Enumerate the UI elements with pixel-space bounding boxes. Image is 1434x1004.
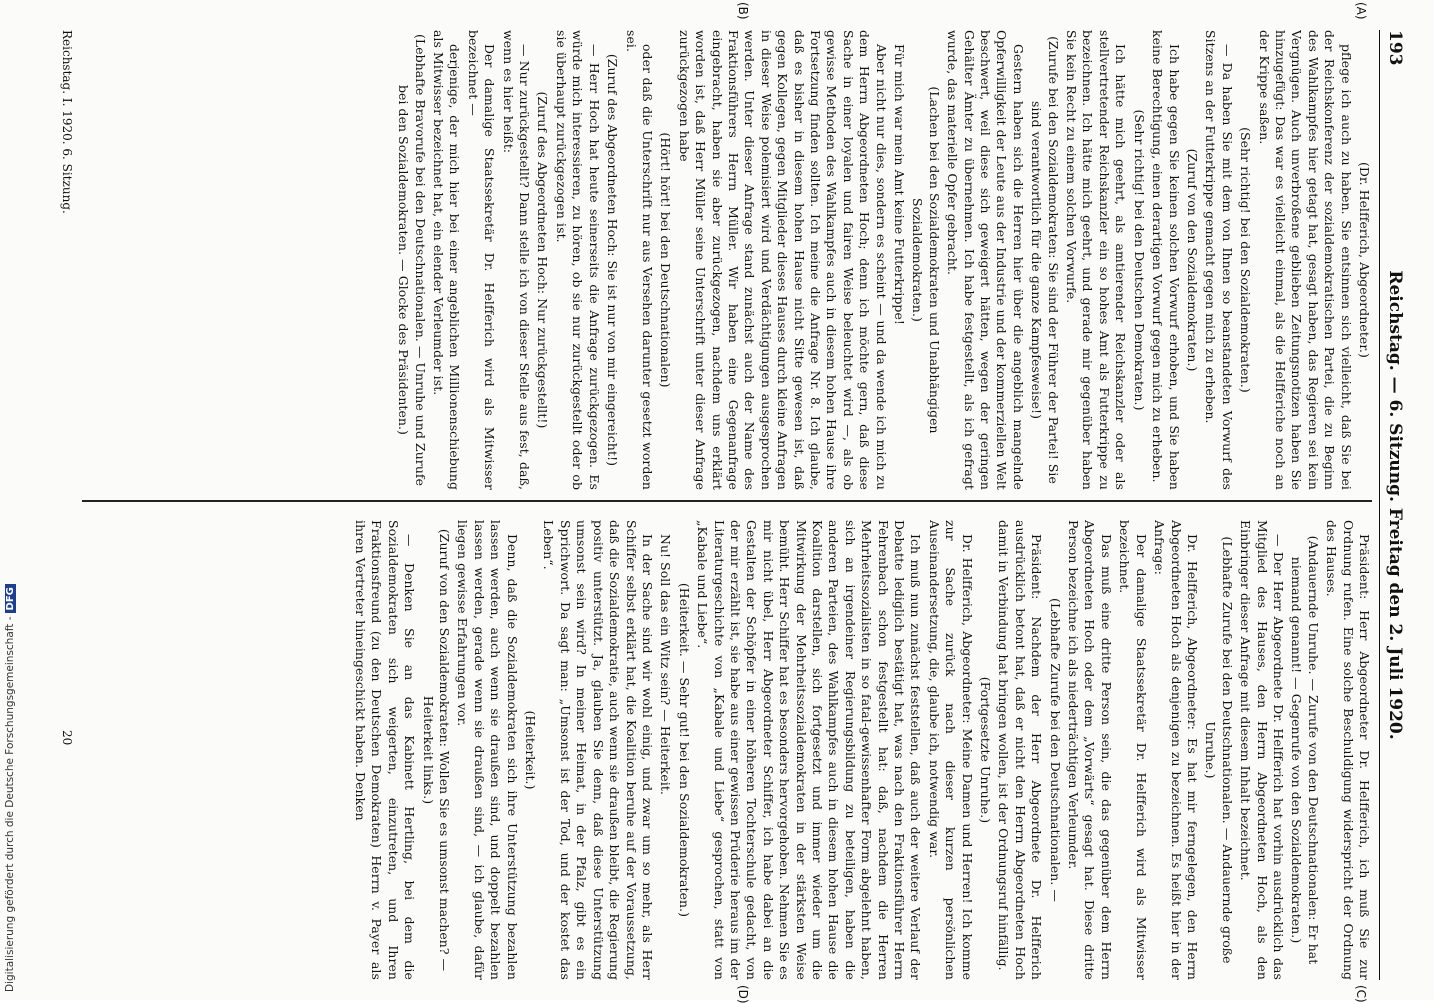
dfg-logo: DFG <box>5 584 16 613</box>
right-column-paragraph: Der damalige Staatssekretär Dr. Helfferich wird als Mitwisser bezeichnet. <box>1117 520 1149 980</box>
right-column-paragraph: (Heiterkeit.) <box>523 710 539 790</box>
margin-mark-a: (A) <box>1354 2 1368 20</box>
left-column-paragraph: — Nur zurückgestellt? Dann stelle ich von dieser Stelle aus fest, daß, wenn es hier heißt: <box>500 30 533 490</box>
left-column-paragraph: Aber nicht nur dies, sondern es scheint — und da wende ich mich zu dem Herrn Abgeordneten Hoch; denn ich möchte gern, daß diese Sache in einer loyalen und fairen Weise beleuchtet wird —, als ob gewisse Methoden des Wahlkampfes auch in diesem hohen Hause ihre Fortsetzung finden sollten. Ich meine die Anfrage Nr. 8. Ich glaube, daß es bisher in diesem hohen Hause nicht Sitte gewesen ist, daß gegen Kollegen, gegen Mitglieder dieses Hauses durch kleine Anfragen in dieser Weise polemisiert wird und Verdächtigungen ausgesprochen werden. Unter dieser Anfrage stand zunächst auch der Name des Fraktionsführers Herrn Müller. Wir haben eine Gegenanfrage eingebracht, haben sie aber zurückgezogen, nachdem uns erklärt worden ist, daß Herr Müller seine Unterschrift unter dieser Anfrage zurückgezogen habe <box>676 30 889 490</box>
right-column-paragraph: Dr. Helfferich, Abgeordneter: Es hat mir ferngelegen, den Herrn Abgeordneten Hoch als denjenigen zu bezeichnen. Es heißt hier in der Anfrage: <box>1152 520 1200 980</box>
left-column-paragraph: Der damalige Staatssekretär Dr. Helfferich wird als Mitwisser bezeichnet — <box>465 30 498 490</box>
left-column-paragraph: (Lachen bei den Sozialdemokraten und Unabhängigen Sozialdemokraten.) <box>910 86 942 434</box>
left-column-paragraph: (Lebhafte Bravorufe bei den Deutschnationalen. — Unruhe und Zurufe bei den Sozialdemokraten. — Glocke des Präsidenten.) <box>396 33 428 487</box>
footer-page-number: 20 <box>60 730 74 746</box>
column-rule <box>82 500 1372 502</box>
right-column-paragraph: In der Sache sind wir wohl einig, und zwar um so mehr, als Herr Schiffer selbst erklärt hat, die Koalition beruhe auf der Voraussetzung, daß die Sozialdemokratie, auch wenn sie draußen bleibt, die Regierung positiv unterstützt. Ja, glauben Sie denn, daß diese Unterstützung umsonst sein wird? In meiner Heimat, in der Pfalz, gibt es ein Sprichwort. Da sagt man: „Umsonst ist der Tod, und der kostet das Leben“. <box>541 520 655 980</box>
rotated-page <box>50 2 1410 1004</box>
left-column-paragraph: (Zuruf des Abgeordneten Hoch: Nur zurückgestellt!) <box>535 91 551 429</box>
left-column-paragraph: Für mich war mein Amt keine Futterkrippe! <box>892 44 908 325</box>
left-column-paragraph: oder daß die Unterschrift nur aus Versehen darunter gesetzt worden sei. <box>623 30 655 490</box>
left-column-paragraph: — Herr Hoch hat heute seinerseits die Anfrage zurückgezogen. Es würde mich interessieren, zu hören, ob sie nur zurückgestellt oder ob sie überhaupt zurückgezogen ist. <box>553 30 602 490</box>
right-column-paragraph: Dr. Helfferich, Abgeordneter: Meine Damen und Herren! Ich komme zur Sache zurück nach dieser kurzen persönlichen Auseinandersetzung, die, glaube ich, notwendig war. <box>926 520 975 980</box>
right-column-paragraph: — Denken Sie an das Kabinett Hertling, bei dem die Sozialdemokraten sich weigerten, einzutreten, und Ihren Fraktionsfreund (zu den Deutschen Demokraten) Herrn v. Payer als ihren Vertreter hineingeschickt haben. Denken <box>353 520 418 980</box>
right-column-paragraph: Denn, daß die Sozialdemokraten sich ihre Unterstützung bezahlen lassen werden, auch wenn sie draußen sind, und doppelt bezahlen lassen werden, gerade wenn sie draußen sind, — ich glaube, dafür liegen gewisse Erfahrungen vor. <box>455 520 520 980</box>
left-column-paragraph: (Dr. Helfferich, Abgeordneter.) <box>1357 161 1372 358</box>
header-title: Reichstag. — 6. Sitzung. Freitag den 2. Juli 1920. <box>1385 270 1405 740</box>
left-column-paragraph: (Zuruf des Abgeordneten Hoch: Sie ist nur von mir eingereicht!) <box>605 53 621 467</box>
right-column-paragraph: (Lebhafte Zurufe bei den Deutschnationalen. — <box>1047 598 1063 902</box>
right-column-paragraph: (Zuruf von den Sozialdemokraten: Wollen Sie es umsonst machen? — Heiterkeit links.) <box>420 528 453 972</box>
footer-left: Reichstag. I. 1920. 6. Sitzung. <box>60 30 74 214</box>
left-column-paragraph: (Zuruf von den Sozialdemokraten.) <box>1184 148 1200 372</box>
two-column-body <box>82 30 1372 980</box>
right-column-paragraph: (Heiterkeit. — Sehr gut! bei den Sozialdemokraten.) <box>676 582 692 918</box>
left-column-paragraph: Ich hätte mich geehrt, als amtierender Reichskanzler oder als stellvertretender Reichskanzler ein so hohes Amt als Futterkrippe zu bezeichnen. Ich hätte mich geehrt, und gerade mir gegenüber haben Sie kein Recht zu einem solchen Vorwurfe. <box>1064 30 1129 490</box>
right-column-paragraph: Das muß eine dritte Person sein, die das gegenüber dem Herrn Abgeordneten Hoch oder dem „Vorwärts“ gesagt hat. Diese dritte Person bezeichne ich als niederträchtigen Verleumder. <box>1066 520 1114 980</box>
right-column-paragraph: Nu! Soll das ein Witz sein? — Heiterkeit. <box>658 534 674 796</box>
right-column <box>82 520 1372 980</box>
digitization-text: Digitalisierung gefördert durch die Deutsche Forschungsgemeinschaft - <box>4 616 16 992</box>
page-header <box>1379 30 1410 980</box>
left-column-paragraph: Ich habe gegen Sie keinen solchen Vorwurf erhoben, und Sie haben keine Berechtigung, einen derartigen Vorwurf gegen mich zu erheben. <box>1150 30 1182 490</box>
right-column-paragraph: (Fortgesetzte Unruhe.) <box>978 676 994 824</box>
right-column-paragraph: (Lebhafte Zurufe bei den Deutschnationalen. — Andauernde große Unruhe.) <box>1203 536 1235 964</box>
right-column-paragraph: Präsident: Nachdem der Herr Abgeordnete Dr. Helfferich ausdrücklich betont hat, daß er nicht den Herrn Abgeordneten Hoch damit in Verbindung hat bringen wollen, ist der Ordnungsruf hinfällig. <box>996 520 1045 980</box>
right-column-paragraph: Präsident: Herr Abgeordneter Dr. Helfferich, ich muß Sie zur Ordnung rufen. Eine solche Beschuldigung widerspricht der Ordnung des Hauses. <box>1324 520 1372 980</box>
header-page-number: 193 <box>1385 30 1405 66</box>
right-column-paragraph: — Der Herr Abgeordnete Dr. Helfferich hat vorhin ausdrücklich das Mitglied des Hauses, den Herrn Abgeordneten Hoch, als den Einbringer dieser Anfrage mit diesem Inhalt bezeichnet. <box>1238 520 1286 980</box>
left-column-paragraph: derjenige, der mich hier bei einer angeblichen Millionenschiebung als Mitwisser bezeichnet hat, ein elender Verleumder ist. <box>431 30 463 490</box>
left-column-paragraph: (Sehr richtig! bei den Sozialdemokraten.) <box>1238 127 1254 393</box>
left-column-paragraph: (Zurufe bei den Sozialdemokraten: Sie sind der Führer der Partei! Sie sind verantwortlich für die ganze Kampfesweise!) <box>1029 36 1061 484</box>
margin-mark-d: (D) <box>736 985 750 1004</box>
margin-mark-b: (B) <box>736 2 750 20</box>
left-column-paragraph: (Sehr richtig! bei den Deutschen Demokraten.) <box>1131 109 1147 411</box>
margin-mark-c: (C) <box>1354 985 1368 1003</box>
left-column-paragraph: — Da haben Sie mit dem von Ihnen so beanstandeten Vorwurf des Sitzens an der Futterkrippe gemacht gegen mich zu erheben. <box>1203 30 1235 490</box>
right-column-paragraph: Ich muß nun zunächst feststellen, daß auch der weitere Verlauf der Debatte lediglich bestätigt hat, was nach den Fraktionsführer Herrn Fehrenbach schon festgestellt hat: daß, nachdem die Herren Mehrheitssozialisten in so fatal-gewissenhafter Form abgelehnt haben, sich an irgendeiner Regierungsbildung zu beteiligen, haben die anderen Parteien, des Wahlkampfes auch in diesem hohen Hause die Koalition darstellen, sich fortgesetzt und immer wieder um die Mitwirkung der Mehrheitssozialdemokraten in der stärksten Weise bemüht. Herr Schiffer hat es besonders hervorgehoben. Nehmen Sie es mir nicht übel, Herr Abgeordneter Schiffer, ich habe dabei an die Gestalten der Schöpfer in einer höheren Tochterschule gedacht, von der mir erzählt ist, sie habe aus einer gewissen Prüderie heraus im der Literaturgeschichte von „Kabale und Liebe“ gesprochen, statt von „Kabale und Liebe“. <box>695 520 924 980</box>
left-column-paragraph: (Hört! hört! bei den Deutschnationalen) <box>658 132 674 388</box>
left-column <box>82 30 1372 490</box>
digitization-note <box>4 584 16 992</box>
left-column-paragraph: Gestern haben sich die Herren hier über die angeblich mangelnde Opferwilligkeit der Leute aus der Industrie und der kommerziellen Welt beschwert, weil diese sich geweigert hätten, wegen der geringen Gehälter Ämter zu übernehmen. Ich habe festgestellt, als ich gefragt wurde, das materielle Opfer gebracht. <box>945 30 1026 490</box>
left-column-paragraph: pflege ich auch zu haben. Sie entsinnen sich vielleicht, daß Sie bei der Reichskonferenz der sozialdemokratischen Partei, die zu Beginn des Wahlkampfes hier getagt hat, gesagt haben, das Regieren sei kein Vergnügen. Auch unverbroßene geblieben Zeitungsnotizen haben Sie hinzugefügt: Das war es vielleicht einmal, als die Helfferiche noch an der Krippe saßen. <box>1256 30 1354 490</box>
right-column-paragraph: (Andauernde Unruhe. — Zurufe von den Deutschnationalen: Er hat niemand genannt! — Gegenrufe von den Sozialdemokraten.) <box>1289 535 1321 965</box>
